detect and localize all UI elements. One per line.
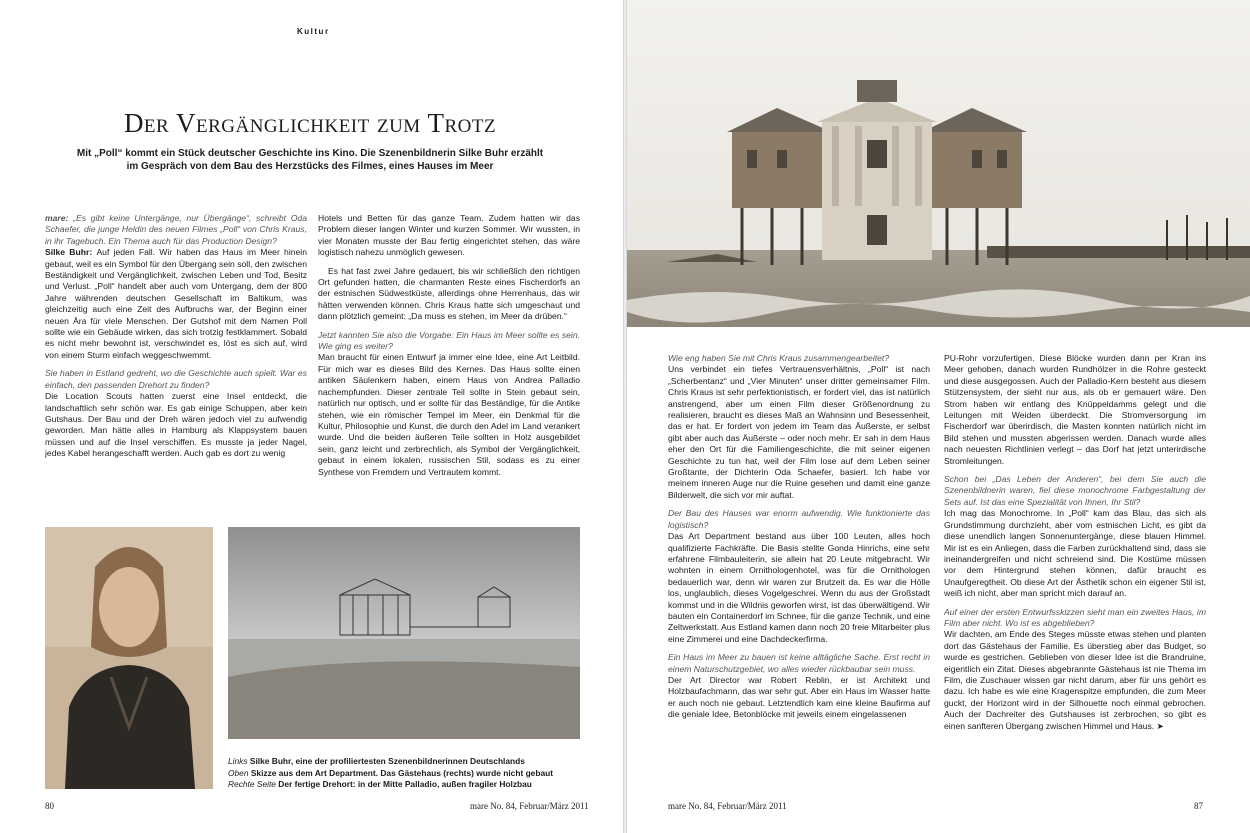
answer: Hotels und Betten für das ganze Team. Zudem hatten wir das Problem dieser langen Winter und kurzen Sommer. Wir wussten, in vier Monaten musste der Bau fertig eingerichtet stehen, das wäre logistisch nahezu unmöglich gewesen. [318,213,580,258]
question: Der Bau des Hauses war enorm aufwendig. Wie funktionierte das logistisch? [668,508,930,530]
answer: Die Location Scouts hatten zuerst eine Insel entdeckt, die landschaftlich sehr schön war. Es gab einige Schuppen, aber kein Gutshaus. Der Bau und der Dreh wären jedoch viel zu aufwendig geworden. Man hätte alles in Hamburg als Klappsystem bauen müssen und auf die Insel verschiffen. Es musste ja jeder Nagel, jedes Kabel herangeschafft werden. Auch gab es dort zu wenig [45,391,307,459]
question: Jetzt kannten Sie also die Vorgabe: Ein Haus im Meer sollte es sein. Wie ging es weiter? [318,329,580,352]
answer: PU-Rohr vorzufertigen. Diese Blöcke wurden dann per Kran ins Meer gehoben, danach wurden Rundhölzer in die Rohre gesteckt und diese ausgegossen. Auch der Palladio-Kern besteht aus diesem Stützensystem, der sieht nur aus, als ob er gemauert wäre. Den Strom haben wir entlang des Knüppeldamms gelegt und die Leitungen mit Weiden überdeckt. Die Stromversorgung im Fischerdorf war überirdisch, die Masten konnten natürlich nicht im Bild stehen und mussten abgerissen werden. Danach wurde alles nach neuesten Richtlinien verlegt – das Dorf hat jetzt unterirdische Stromleitungen. [944,353,1206,466]
page-number-left: 80 [45,801,54,811]
text-column-3 [668,353,930,793]
house-image [627,0,1250,327]
speaker-label: Silke Buhr: [45,247,97,258]
question: „Es gibt keine Untergänge, nur Übergänge“, schreibt Oda Schaefer, die junge Heldin des neuen Filmes „Poll“ von Chris Kraus, in ihr Tagebuch. Ein Thema auch für das Production Design? [45,213,307,246]
issue-info-right: mare No. 84, Februar/März 2011 [668,801,787,811]
caption-line: Rechte Seite Der fertige Drehort: in der Mitte Palladio, außen fragiler Holzbau [228,779,532,790]
answer: Es hat fast zwei Jahre gedauert, bis wir schließlich den richtigen Ort gefunden hatten, die charmanten Reste eines Fischerdorfs an der estnischen Südwestküste, allerdings ohne Herrenhaus, das wir hätten verwenden können. Chris Kraus hatte sich umgeschaut und dann plötzlich gemeint: „Da muss es stehen, im Meer da drüben.“ [318,265,580,322]
portrait-image [45,527,213,789]
answer: Auf jeden Fall. Wir haben das Haus im Meer hinein gebaut, weil es ein Symbol für den Übergang sein soll, den zwischen Beständigkeit und Vergänglichkeit, zwischen Leben und Tod, Besitz und Verlust. „Poll“ handelt aber auch vom Untergang, dem der 800 Jahre währenden deutschen Gesellschaft im Baltikum, was gleichzeitig auch eine Zeit des Aufbruchs war, der Beginn einer neuen Ära für viele Menschen. Der Gutshof mit dem Namen Poll sollte wie ein Gebäude wirken, das sich trotzig festklammert. Sobald es nicht mehr bewohnt ist, verschwindet es, löst es sich auf, wird von einem Sturm einfach weggeschwemmt. [45,247,307,360]
sketch-photo [228,527,580,739]
answer: Der Art Director war Robert Reblin, er ist Architekt und Holzbaufachmann, das war sehr gut. Aber ein Haus im Wasser hatte er auch noch nie gebaut. Letztendlich kam eine kleine Baufirma auf die geniale Idee, Betonblöcke mit jeweils einem eingelassenen [668,674,930,720]
house-in-sea-photo [627,0,1250,327]
sketch-image [228,527,580,739]
article-lead: Mit „Poll“ kommt ein Stück deutscher Geschichte ins Kino. Die Szenenbildnerin Silke Buhr erzählt im Gespräch von dem Bau des Herzstücks des Filmes, eines Hauses im Meer [76,148,544,172]
question: Sie haben in Estland gedreht, wo die Geschichte auch spielt. War es einfach, den passenden Drehort zu finden? [45,368,307,390]
page-number-right: 87 [1194,801,1203,811]
section-label: Kultur [297,27,330,36]
answer: Wir dachten, am Ende des Steges müsste etwas stehen und planten dort das Gästehaus der Familie. Es überstieg aber das Budget, so wurde es gestrichen. Geblieben von dieser Idee ist die Brandruine, eigentlich ein Zitat. Dieses abgebrannte Gästehaus ist nie Thema im Film, die Zuschauer wissen gar nicht darum, aber für uns gehört es dazu. Ich habe es wie eine Kragenspitze empfunden, die zum Meer guckt, der Horizont wird in der Silhouette noch einmal gebrochen. Auch der Dachreiter des Gutshauses ist zerbrochen, so gibt es einen sanfteren Übergang zwischen Himmel und Haus. ➤ [944,629,1206,731]
question: Schon bei „Das Leben der Anderen“, bei dem Sie auch die Szenenbildnerin waren, fiel diese monochrome Farbgestaltung der Sets auf. Ist das eine Spezialität von Ihnen, Ihr Stil? [944,474,1206,507]
question: Wie eng haben Sie mit Chris Kraus zusammengearbeitet? [668,353,890,363]
interviewer-label: mare: [45,213,74,223]
text-column-4 [944,353,1206,793]
photo-captions [228,756,608,791]
caption-line: Oben Skizze aus dem Art Department. Das Gästehaus (rechts) wurde nicht gebaut [228,767,554,778]
question: Ein Haus im Meer zu bauen ist keine alltägliche Sache. Erst recht in einem Naturschutzgebiet, wo alles wieder rückbaubar sein muss. [668,652,930,674]
portrait-photo [45,527,213,789]
text-column-1 [45,213,307,513]
caption-line: Links Silke Buhr, eine der profiliertesten Szenenbildnerinnen Deutschlands [228,756,525,766]
answer: Man braucht für einen Entwurf ja immer eine Idee, eine Art Leitbild. Für mich war es dieses Bild des Kernes. Das Haus sollte einen antiken Säulenkern haben, einem Haus von Andrea Palladio nachempfunden. Dieser zentrale Teil sollte in Stein gebaut sein, natürlich nur optisch, und er sollte für das Beständige, für die Antike stehen, wie ein römischer Tempel im Meer, ein Denkmal für die Kultur, Philosophie und Kunst, die durch den Adel im Land verankert wurde. Und die beiden äußeren Teile sollten in Holz ausgebildet sein, ganz leicht und zerbrechlich, als Symbol der Vergänglichkeit, gebaut in einem lokalen, russischen Stil, sodass es zu einer Synthese von Fremdem und Vertrautem kommt. [318,352,580,477]
question: Auf einer der ersten Entwurfsskizzen sieht man ein zweites Haus, im Film aber nicht. Wo ist es abgeblieben? [944,606,1206,628]
text-column-2 [318,213,580,513]
article-title: Der Vergänglichkeit zum Trotz [123,108,497,138]
answer: Ich mag das Monochrome. In „Poll“ kam das Blau, das sich als Grundstimmung durchzieht, aber vom estnischen Licht, es gibt da diese unendlich langen Sonnenuntergänge, diese blauen Himmel. Mir ist es ein Anliegen, dass die Farben zurückhaltend sind, dass sie ineinandergreifen und nicht schreiend sind. Die Kostüme müssen vor dem Hintergrund stehen können, dafür braucht es Unaufgeregtheit. Ob diese Art der Ästhetik schon ein eigener Stil ist, weiß ich nicht, aber man spricht mich darauf an. [944,508,1206,599]
answer: Das Art Department bestand aus über 100 Leuten, alles hoch qualifizierte Fachkräfte. Die Basis stellte Gonda Hinrichs, eine sehr erfahrene Filmbauleiterin, sie allein hat 20 Leute mitgebracht. Wir wohnten in einem Ornithologenhotel, was für die Ornithologen bedauerlich war, denn wir waren zur Brutzeit da. Es war die Hölle los, unglaublich, dieses Vogelgeschrei. Wenn du aus der Großstadt kommst und in die Wildnis geworfen wirst, ist das überwältigend. Wir bauten ein Containerdorf im Schnee, für die ganze Technik, und eine Zeltwerkstatt. Aus Estland kamen dann noch 20 freie Mitarbeiter plus eine Zimmerei und eine Dachdeckerfirma. [668,531,930,644]
issue-info-left: mare No. 84, Februar/März 2011 [470,801,589,811]
answer: Uns verbindet ein tiefes Vertrauensverhältnis, „Poll“ ist nach „Scherbentanz“ und „Vier Minuten“ unser dritter gemeinsamer Film. Chris Kraus ist sehr perfektionistisch, er fordert viel, das ist natürlich anstrengend, aber um einen Film dieser Größenordnung zu realisieren, braucht es dieses Maß an Wahnsinn und Besessenheit, das er hat. Er fordert von jedem im Team das Äußerste, er selbst gibt aber auch das Äußerste – oder noch mehr. Er sah in dem Haus eher den Ort für die Familiengeschichte, die mit seiner eigenen Geschichte zu tun hat, weil der Film lose auf dem Leben seiner Großtante, der Dichterin Oda Schaefer, basiert. Ich habe vor meinem inneren Auge nur die Ruine gesehen und damit eine ganze Bilderwelt, die sich vor mir auftat. [668,364,930,500]
